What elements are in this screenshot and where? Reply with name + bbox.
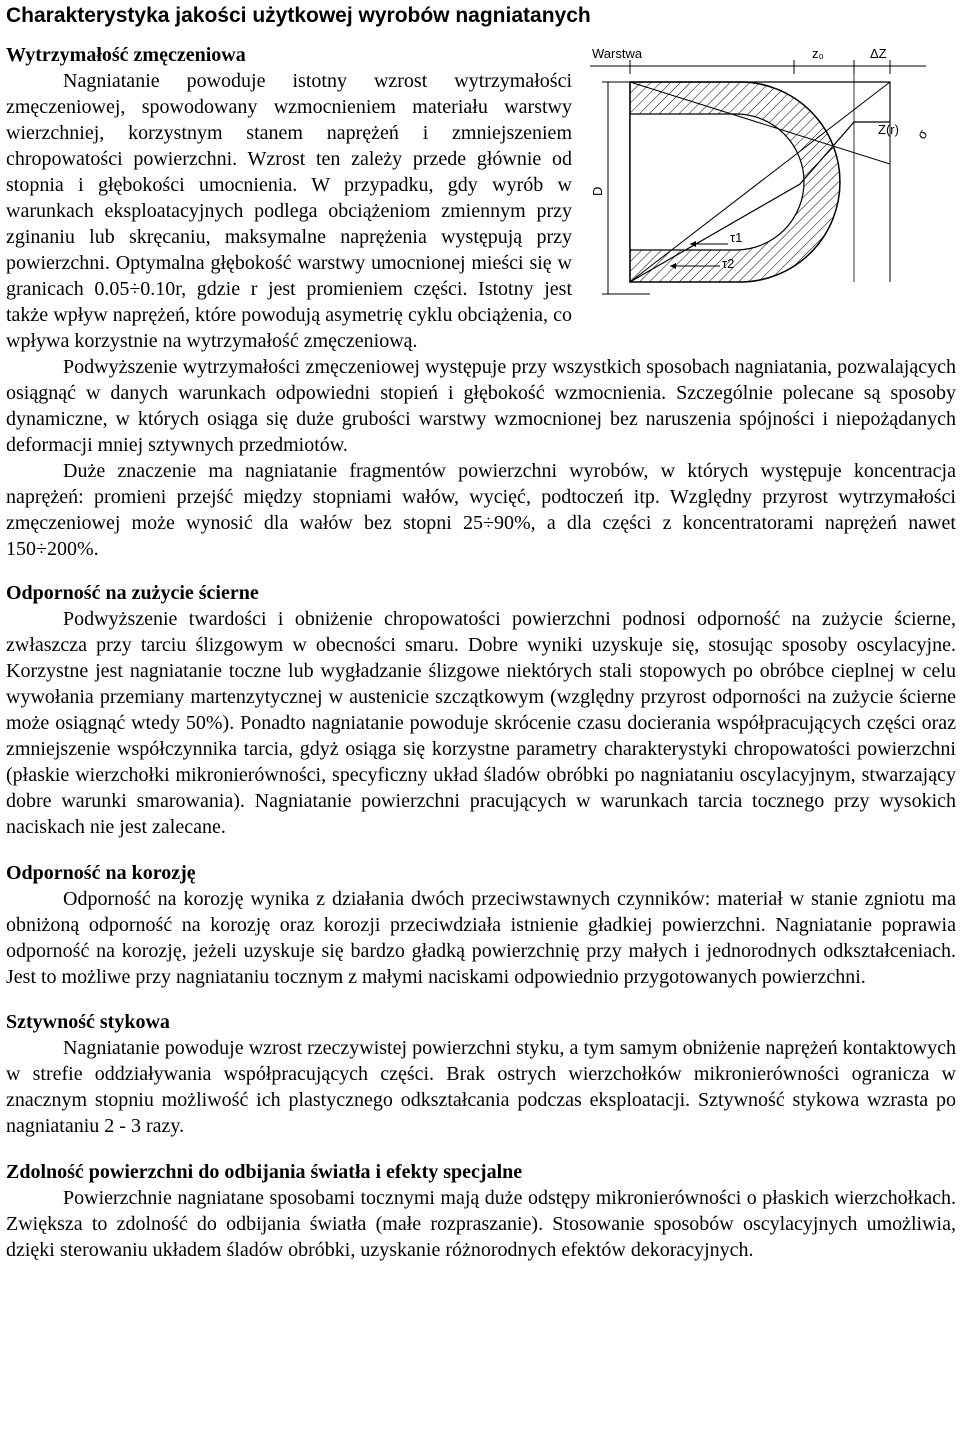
section-heading: Wytrzymałość zmęczeniowa <box>6 44 246 66</box>
section-heading: Odporność na zużycie ścierne <box>6 582 259 604</box>
paragraph: Podwyższenie twardości i obniżenie chropowatości powierzchni podnosi odporność na zużycie ścierne, zwłaszcza przy tarciu ślizgowym w obecności smaru. Dobre wyniki uzyskuje się, stosując sposoby oscylacyjne. Korzystne jest nagniatanie toczne lub wygładzanie ślizgowe niektórych stali stopowych po obróbce cieplnej w celu wywołania przemiany martenzytycznej w austenicie szczątkowym (względny przyrost odporności na zużycie ścierne może osiągnąć wtedy 50%). Ponadto nagniatanie powoduje skrócenie czasu docierania współpracujących części oraz zmniejszenie współczynnika tarcia, gdyż osiąga się korzystne parametry charakterystyki chropowatości powierzchni (płaskie wierzchołki mikronierówności, specyficzny układ śladów obróbki po nagniataniu oscylacyjnym, stwarzający dobre warunki smarowania). Nagniatanie powierzchni pracujących w warunkach tarcia tocznego przy wysokich naciskach nie jest zalecane. <box>6 608 956 838</box>
page <box>6 0 956 1263</box>
section-corrosion-resistance <box>6 860 956 990</box>
shaft-cross-section-diagram <box>590 44 956 314</box>
delta-z-label: ΔZ <box>870 46 887 61</box>
section-heading: Odporność na korozję <box>6 862 196 884</box>
paragraph: Powierzchnie nagniatane sposobami tocznymi mają duże odstępy mikronierówności o płaskich wierzchołkach. Zwiększa to zdolność do odbijania światła (małe rozpraszanie). Stosowanie sposobów oscylacyjnych umożliwia, dzięki sterowaniu układem śladów obróbki, uzyskanie różnorodnych efektów dekoracyjnych. <box>6 1187 956 1261</box>
paragraph: Nagniatanie powoduje wzrost rzeczywistej powierzchni styku, a tym samym obniżenie naprężeń kontaktowych w strefie oddziaływania współpracujących części. Brak ostrych wierzchołków mikronierówności ogranicza w znacznym stopniu możliwość ich plastycznego odkształcania podczas eksploatacji. Sztywność stykowa wzrasta po nagniataniu 2 - 3 razy. <box>6 1037 956 1137</box>
section-fatigue-strength <box>6 42 956 562</box>
layer-label: Warstwa <box>592 46 643 61</box>
sigma-label: σ <box>913 127 931 142</box>
tau1-label: τ1 <box>730 230 743 245</box>
section-heading: Sztywność stykowa <box>6 1011 170 1033</box>
paragraph: Odporność na korozję wynika z działania dwóch przeciwstawnych czynników: materiał w stanie zgniotu ma obniżoną odporność na korozję oraz korozji przeciwdziała istnienie gładkiej powierzchni. Nagniatanie poprawia odporność na korozję, jeżeli uzyskuje się bardzo gładką powierzchnię przy małych i jednorodnych odkształceniach. Jest to możliwe przy nagniataniu tocznym z małymi naciskami odpowiednio przygotowanych powierzchni. <box>6 888 956 988</box>
zr-label: Z(r) <box>878 122 899 137</box>
stress-distribution-figure <box>590 44 956 314</box>
page-title: Charakterystyka jakości użytkowej wyrobów nagniatanych <box>6 4 591 27</box>
paragraph: Nagniatanie powoduje istotny wzrost wytrzymałości zmęczeniowej, spowodowany wzmocnieniem materiału warstwy wierzchniej, korzystnym stanem naprężeń i zmniejszeniem chropowatości powierzchni. Wzrost ten zależy przede głównie od stopnia i głębokości umocnienia. W przypadku, gdy wyrób w warunkach eksploatacyjnych podlega obciążeniom zmiennym przy zginaniu lub skręcaniu, maksymalne naprężenia występują przy powierzchni. Optymalna głębokość warstwy umocnionej mieści się w granicach 0.05÷0.10r, gdzie r jest promieniem części. Istotny jest także wpływ naprężeń, które powodują asymetrię cyklu obciążenia, co wpływa korzystnie na wytrzymałość zmęczeniową. <box>6 70 572 352</box>
tau2-label: τ2 <box>722 256 735 271</box>
paragraph: Podwyższenie wytrzymałości zmęczeniowej występuje przy wszystkich sposobach nagniatania, pozwalających osiągnąć w danych warunkach odpowiedni stopień i głębokość wzmocnienia. Szczególnie polecane są sposoby dynamiczne, w których osiąga się duże grubości warstwy wzmocnionej bez naruszenia spójności i niepożądanych deformacji mniej sztywnych przedmiotów. <box>6 356 956 456</box>
section-light-reflection <box>6 1159 956 1263</box>
paragraph: Duże znaczenie ma nagniatanie fragmentów powierzchni wyrobów, w których występuje koncentracja naprężeń: promieni przejść między stopniami wałów, wycięć, podtoczeń itp. Względny przyrost wytrzymałości zmęczeniowej może wynosić dla wałów bez stopni 25÷90%, a dla części z koncentratorami naprężeń nawet 150÷200%. <box>6 460 956 560</box>
d-label: D <box>590 186 605 196</box>
section-heading: Zdolność powierzchni do odbijania światła i efekty specjalne <box>6 1161 523 1183</box>
core-region <box>630 114 804 250</box>
section-wear-resistance <box>6 580 956 840</box>
z0-label: z₀ <box>812 46 824 61</box>
section-contact-stiffness <box>6 1009 956 1139</box>
